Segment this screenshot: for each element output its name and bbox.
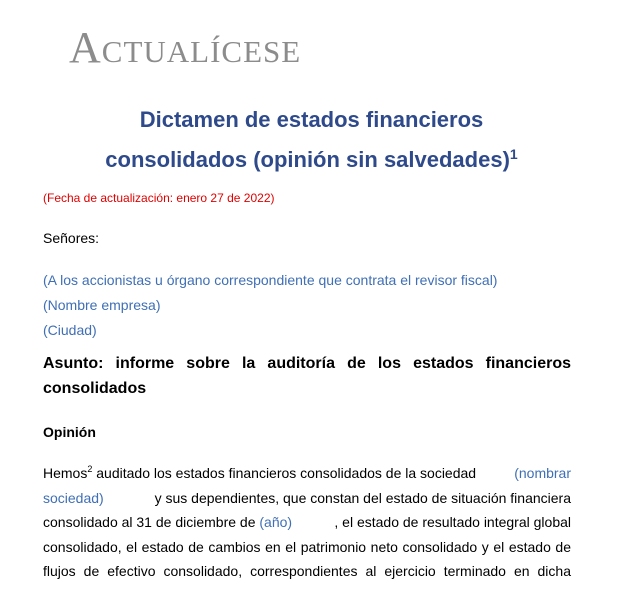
- year-placeholder: (año): [259, 514, 293, 530]
- paragraph-footnote-ref[interactable]: 2: [87, 464, 93, 474]
- paragraph-line-1: [43, 461, 571, 486]
- line-1-rest: auditado los estados financieros consolidados de la sociedad: [92, 465, 480, 481]
- title-line-2: [0, 140, 623, 180]
- city-placeholder: (Ciudad): [43, 322, 97, 338]
- title-line-2-text: consolidados (opinión sin salvedades): [105, 147, 510, 172]
- company-name-placeholder: (Nombre empresa): [43, 297, 161, 313]
- line-4-text: consolidado, el estado de cambios en el patrimonio neto consolidado y el estado de: [43, 538, 571, 555]
- update-date: (Fecha de actualización: enero 27 de 2022): [43, 191, 275, 205]
- recipient-line: (A los accionistas u órgano correspondiente que contrata el revisor fiscal): [43, 272, 498, 288]
- word-hemos: Hemos: [43, 465, 88, 481]
- opinion-paragraph: [43, 461, 571, 584]
- paragraph-line-2: [43, 486, 571, 511]
- line-2-rest: y sus dependientes, que constan del estado de situación financiera: [150, 489, 571, 506]
- section-heading-opinion: Opinión: [43, 424, 96, 440]
- paragraph-line-5: [43, 559, 571, 584]
- document-title: [0, 100, 623, 180]
- company-placeholder-part-2: sociedad): [43, 489, 104, 506]
- salutation: Señores:: [43, 230, 100, 246]
- line-3-rest: , el estado de resultado integral global: [334, 514, 571, 530]
- actualicese-logo: Actualícese: [69, 23, 302, 72]
- subject-heading: Asunto: informe sobre la auditoría de los estados financieros consolidados: [43, 355, 571, 397]
- title-line-1: Dictamen de estados financieros: [139, 107, 484, 132]
- paragraph-line-3: [43, 510, 571, 535]
- paragraph-line-4: [43, 535, 571, 560]
- line-1-text: [43, 461, 480, 486]
- company-placeholder-part-1: (nombrar: [514, 465, 571, 481]
- line-5-text: flujos de efectivo consolidado, correspondientes al ejercicio terminado en dicha: [43, 563, 571, 579]
- line-3-start-group: [43, 510, 292, 535]
- line-3-start: consolidado al 31 de diciembre de: [43, 514, 260, 530]
- title-footnote-ref[interactable]: 1: [509, 146, 518, 162]
